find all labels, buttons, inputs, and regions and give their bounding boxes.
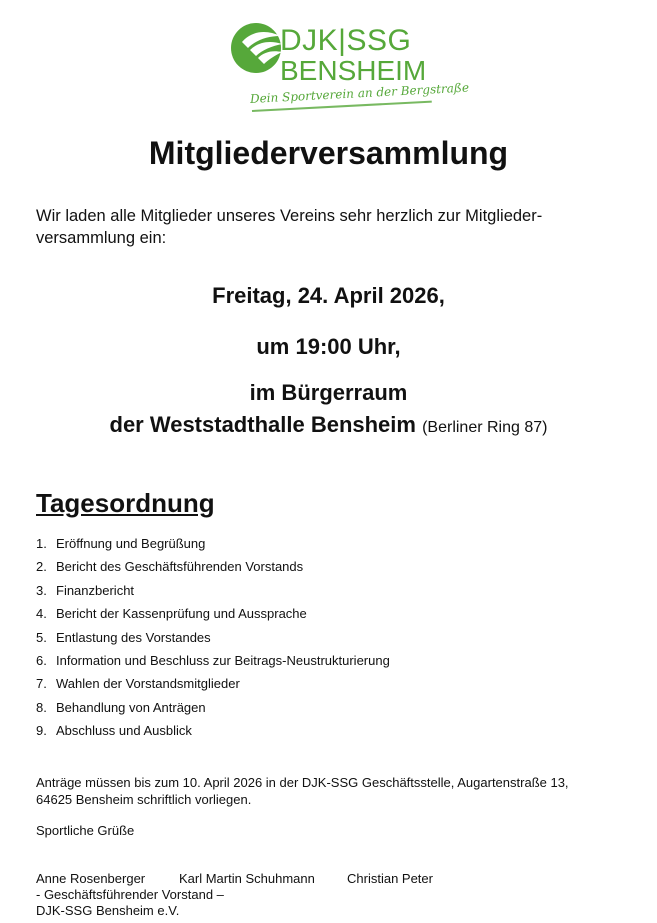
intro-text (36, 205, 616, 249)
agenda-item-number: 8. (36, 699, 47, 715)
event-time: um 19:00 Uhr, (256, 334, 401, 359)
event-venue: der Weststadthalle Bensheim (109, 412, 416, 437)
agenda-item-number: 5. (36, 629, 47, 645)
agenda-item-number: 4. (36, 606, 47, 622)
agenda-item-number: 3. (36, 582, 47, 598)
agenda-item-number: 9. (36, 723, 47, 739)
signatory-name: Christian Peter (347, 871, 433, 886)
agenda-item-text: Behandlung von Anträgen (56, 699, 206, 715)
event-place-line-2 (0, 412, 657, 438)
agenda-item (36, 652, 390, 675)
event-address: (Berliner Ring 87) (422, 419, 548, 436)
agenda-item-text: Finanzbericht (56, 582, 135, 598)
agenda-item (36, 605, 390, 628)
event-date: Freitag, 24. April 2026, (212, 283, 445, 308)
agenda-item (36, 722, 390, 745)
agenda-item (36, 629, 390, 652)
agenda-item (36, 699, 390, 722)
club-logo (228, 18, 470, 123)
agenda-item-text: Bericht der Kassenprüfung und Aussprache (56, 606, 307, 622)
agenda-heading: Tagesordnung (36, 488, 215, 518)
agenda-item-text: Wahlen der Vorstandsmitglieder (56, 676, 240, 692)
agenda-item (36, 558, 390, 581)
notice-line-2: 64625 Bensheim schriftlich vorliegen. (36, 792, 252, 807)
signatory-name: Anne Rosenberger (36, 871, 146, 886)
agenda-item-text: Entlastung des Vorstandes (56, 629, 211, 645)
agenda-item-number: 7. (36, 676, 47, 692)
agenda-item-text: Bericht des Geschäftsführenden Vorstands (56, 559, 304, 575)
agenda-item-text: Eröffnung und Begrüßung (56, 536, 206, 551)
agenda-item-text: Information und Beschluss zur Beitrags-Neustrukturierung (56, 652, 390, 668)
agenda-item (36, 582, 390, 605)
intro-line-1: Wir laden alle Mitglieder unseres Vereins sehr herzlich zur Mitglieder- (36, 207, 543, 225)
agenda-item-number: 2. (36, 559, 47, 575)
agenda-item-number: 6. (36, 652, 47, 668)
agenda-item-text: Abschluss und Ausblick (56, 723, 192, 739)
logo-city-name: BENSHEIM (280, 55, 427, 86)
logo-club-name: DJK|SSG (280, 24, 412, 57)
logo-slogan: Dein Sportverein an der Bergstraße (249, 80, 470, 106)
closing-greeting: Sportliche Grüße (36, 823, 135, 838)
agenda-list (36, 535, 390, 746)
club-emblem-icon (228, 20, 284, 76)
signatory-name: Karl Martin Schuhmann (179, 871, 315, 886)
intro-line-2: versammlung ein: (36, 229, 167, 247)
agenda-item (36, 675, 390, 698)
agenda-item (36, 535, 390, 558)
signatory-role: - Geschäftsführender Vorstand – (36, 887, 224, 902)
page-title: Mitgliederversammlung (148, 135, 509, 171)
organization-name: DJK-SSG Bensheim e.V. (36, 903, 180, 918)
agenda-item-number: 1. (36, 536, 47, 551)
submission-notice (36, 774, 626, 808)
notice-line-1: Anträge müssen bis zum 10. April 2026 in der DJK-SSG Geschäftsstelle, Augartenstraße 13, (36, 775, 569, 790)
event-place-line-1: im Bürgerraum (249, 380, 408, 405)
